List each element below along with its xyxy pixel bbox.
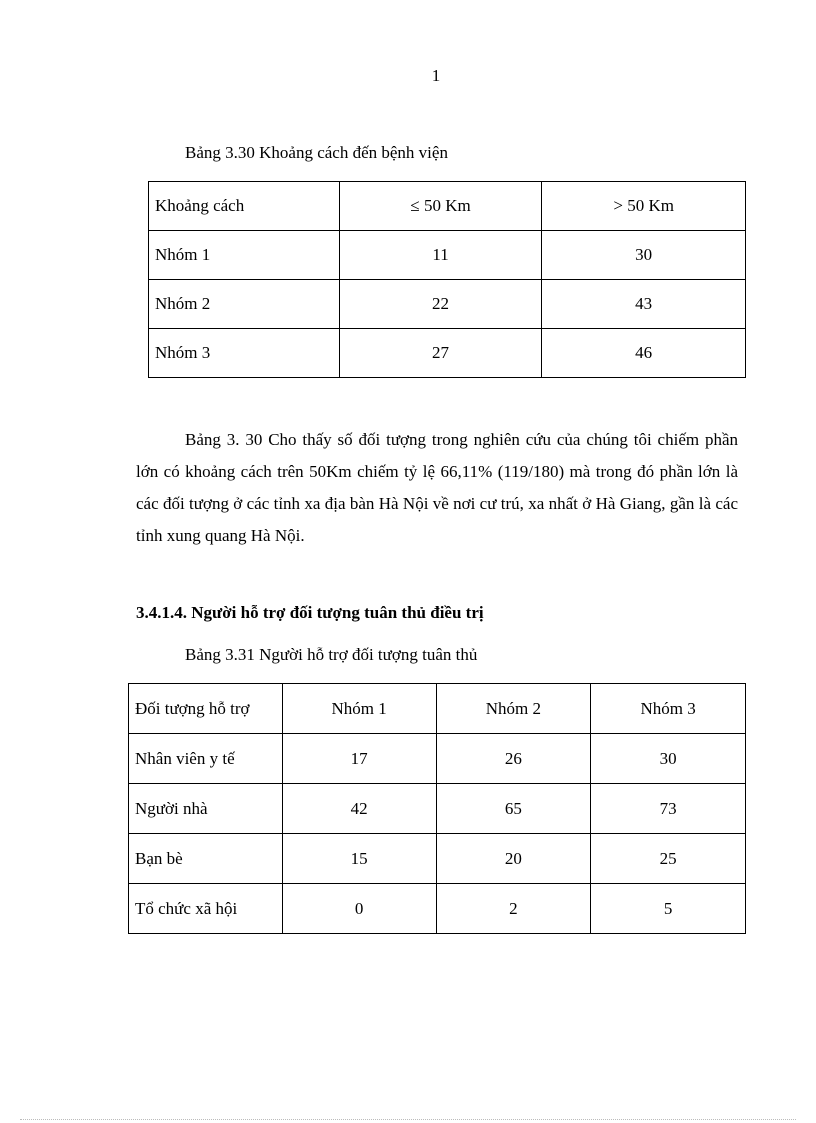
table-cell: 42	[282, 784, 436, 834]
table-cell: 30	[542, 231, 746, 280]
table-row	[129, 734, 746, 784]
table-row	[129, 784, 746, 834]
header-cell: Nhóm 1	[282, 684, 436, 734]
header-cell: Đối tượng hỗ trợ	[129, 684, 283, 734]
header-cell: Khoảng cách	[149, 182, 340, 231]
table-row	[129, 834, 746, 884]
table-cell: 46	[542, 329, 746, 378]
table-cell: 22	[339, 280, 542, 329]
row-label: Nhóm 2	[149, 280, 340, 329]
table-row	[149, 231, 746, 280]
table-cell: 73	[591, 784, 746, 834]
table-cell: 27	[339, 329, 542, 378]
page-bottom-divider	[20, 1119, 796, 1120]
table-header-row	[129, 684, 746, 734]
section-heading: 3.4.1.4. Người hỗ trợ đối tượng tuân thủ điều trị	[136, 603, 484, 622]
table-cell: 0	[282, 884, 436, 934]
table-caption-support: Bảng 3.31 Người hỗ trợ đối tượng tuân thủ	[185, 645, 478, 664]
table-cell: 25	[591, 834, 746, 884]
body-paragraph: Bảng 3. 30 Cho thấy số đối tượng trong nghiên cứu của chúng tôi chiếm phần lớn có khoảng cách trên 50Km chiếm tỷ lệ 66,11% (119/180) mà trong đó phần lớn là các đối tượng ở các tỉnh xa địa bàn Hà Nội về nơi cư trú, xa nhất ở Hà Giang, gần là các tỉnh xung quang Hà Nội.	[136, 430, 738, 545]
table-cell: 20	[436, 834, 591, 884]
row-label: Nhóm 1	[149, 231, 340, 280]
table-row	[129, 884, 746, 934]
table-row	[149, 329, 746, 378]
row-label: Tổ chức xã hội	[129, 884, 283, 934]
table-cell: 43	[542, 280, 746, 329]
table-cell: 17	[282, 734, 436, 784]
row-label: Bạn bè	[129, 834, 283, 884]
page-number: 1	[431, 66, 441, 85]
row-label: Nhóm 3	[149, 329, 340, 378]
table-cell: 30	[591, 734, 746, 784]
header-cell: Nhóm 3	[591, 684, 746, 734]
header-cell: ≤ 50 Km	[339, 182, 542, 231]
table-cell: 15	[282, 834, 436, 884]
table-header-row	[149, 182, 746, 231]
table-cell: 2	[436, 884, 591, 934]
row-label: Người nhà	[129, 784, 283, 834]
table-row	[149, 280, 746, 329]
distance-table	[148, 181, 746, 378]
row-label: Nhân viên y tế	[129, 734, 283, 784]
table-cell: 26	[436, 734, 591, 784]
header-cell: > 50 Km	[542, 182, 746, 231]
support-table	[128, 683, 746, 934]
table-cell: 11	[339, 231, 542, 280]
table-caption-distance: Bảng 3.30 Khoảng cách đến bệnh viện	[185, 143, 448, 162]
header-cell: Nhóm 2	[436, 684, 591, 734]
table-cell: 5	[591, 884, 746, 934]
table-cell: 65	[436, 784, 591, 834]
